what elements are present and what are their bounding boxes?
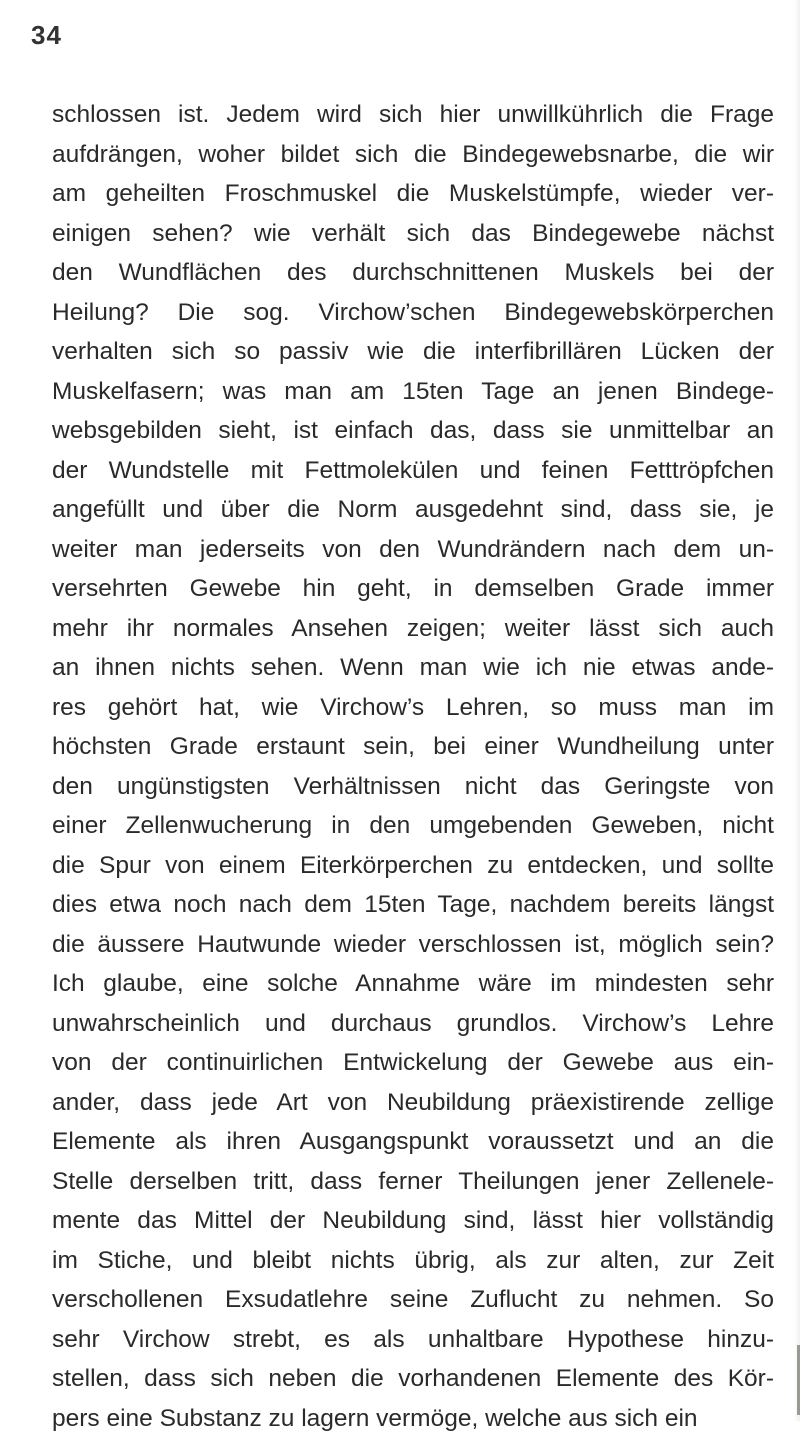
text-line: weiter man jederseits von den Wundrändern nach dem un-	[52, 530, 774, 570]
text-line: den ungünstigsten Verhältnissen nicht das Geringste von	[52, 767, 774, 807]
text-line: schlossen ist. Jedem wird sich hier unwillkührlich die Frage	[52, 95, 774, 135]
text-line: mehr ihr normales Ansehen zeigen; weiter lässt sich auch	[52, 609, 774, 649]
text-line: res gehört hat, wie Virchow’s Lehren, so muss man im	[52, 688, 774, 728]
body-text	[52, 95, 774, 1438]
text-line: pers eine Substanz zu lagern vermöge, welche aus sich ein	[52, 1399, 774, 1438]
text-line: unwahrscheinlich und durchaus grundlos. Virchow’s Lehre	[52, 1004, 774, 1044]
text-line: Heilung? Die sog. Virchow’schen Bindegewebskörperchen	[52, 293, 774, 333]
text-line: aufdrängen, woher bildet sich die Bindegewebsnarbe, die wir	[52, 135, 774, 175]
text-line: sehr Virchow strebt, es als unhaltbare Hypothese hinzu-	[52, 1320, 774, 1360]
text-line: verschollenen Exsudatlehre seine Zuflucht zu nehmen. So	[52, 1280, 774, 1320]
text-line: Muskelfasern; was man am 15ten Tage an jenen Bindege-	[52, 372, 774, 412]
text-line: einer Zellenwucherung in den umgebenden Geweben, nicht	[52, 806, 774, 846]
text-line: höchsten Grade erstaunt sein, bei einer Wundheilung unter	[52, 727, 774, 767]
text-line: dies etwa noch nach dem 15ten Tage, nachdem bereits längst	[52, 885, 774, 925]
text-line: stellen, dass sich neben die vorhandenen Elemente des Kör-	[52, 1359, 774, 1399]
text-line: versehrten Gewebe hin geht, in demselben Grade immer	[52, 569, 774, 609]
text-line: ander, dass jede Art von Neubildung präexistirende zellige	[52, 1083, 774, 1123]
page-edge-shadow	[794, 0, 800, 1421]
page-number: 34	[31, 20, 62, 51]
text-line: an ihnen nichts sehen. Wenn man wie ich nie etwas ande-	[52, 648, 774, 688]
text-line: am geheilten Froschmuskel die Muskelstümpfe, wieder ver-	[52, 174, 774, 214]
text-line: die Spur von einem Eiterkörperchen zu entdecken, und sollte	[52, 846, 774, 886]
text-line: angefüllt und über die Norm ausgedehnt sind, dass sie, je	[52, 490, 774, 530]
text-line: von der continuirlichen Entwickelung der Gewebe aus ein-	[52, 1043, 774, 1083]
text-line: einigen sehen? wie verhält sich das Bindegewebe nächst	[52, 214, 774, 254]
text-line: der Wundstelle mit Fettmolekülen und feinen Fetttröpfchen	[52, 451, 774, 491]
text-line: verhalten sich so passiv wie die interfibrillären Lücken der	[52, 332, 774, 372]
text-line: Elemente als ihren Ausgangspunkt voraussetzt und an die	[52, 1122, 774, 1162]
text-line: Stelle derselben tritt, dass ferner Theilungen jener Zellenele-	[52, 1162, 774, 1202]
text-line: websgebilden sieht, ist einfach das, dass sie unmittelbar an	[52, 411, 774, 451]
text-line: den Wundflächen des durchschnittenen Muskels bei der	[52, 253, 774, 293]
text-line: im Stiche, und bleibt nichts übrig, als zur alten, zur Zeit	[52, 1241, 774, 1281]
text-line: Ich glaube, eine solche Annahme wäre im mindesten sehr	[52, 964, 774, 1004]
text-line: mente das Mittel der Neubildung sind, lässt hier vollständig	[52, 1201, 774, 1241]
text-line: die äussere Hautwunde wieder verschlossen ist, möglich sein?	[52, 925, 774, 965]
